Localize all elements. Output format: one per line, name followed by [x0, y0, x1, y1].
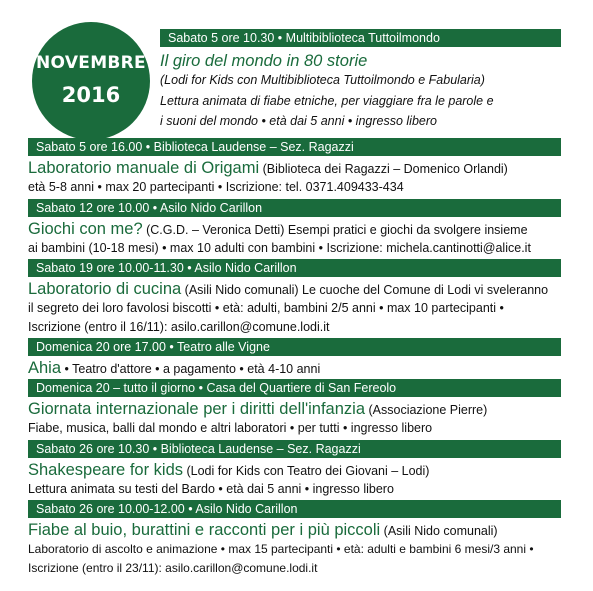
event-6-title-note: (Associazione Pierre)	[365, 403, 488, 417]
event-6-header: Domenica 20 – tutto il giorno • Casa del Quartiere di San Fereolo	[28, 379, 561, 397]
event-2-title-note: (Biblioteca dei Ragazzi – Domenico Orlandi)	[259, 162, 508, 176]
event-1-line-1: (Lodi for Kids con Multibiblioteca Tuttoilmondo e Fabularia)	[160, 73, 485, 87]
event-7-title: Shakespeare for kids	[28, 461, 184, 479]
event-4-title: Laboratorio di cucina	[28, 280, 182, 298]
event-1-line-2: Lettura animata di fiabe etniche, per viaggiare fra le parole e	[160, 94, 494, 108]
event-3-title: Giochi con me?	[28, 220, 143, 238]
event-1-header: Sabato 5 ore 10.30 • Multibiblioteca Tuttoilmondo	[160, 29, 561, 47]
event-1-title: Il giro del mondo in 80 storie	[160, 52, 368, 70]
event-8-line-1: Laboratorio di ascolto e animazione • max 15 partecipanti • età: adulti e bambini 6 mesi/3 anni •	[28, 542, 534, 556]
event-5-header: Domenica 20 ore 17.00 • Teatro alle Vigne	[28, 338, 561, 356]
event-4-line-2: Iscrizione (entro il 16/11): asilo.carillon@comune.lodi.it	[28, 320, 330, 334]
event-4-header: Sabato 19 ore 10.00-11.30 • Asilo Nido Carillon	[28, 259, 561, 277]
event-8-title: Fiabe al buio, burattini e racconti per i più piccoli	[28, 521, 381, 539]
event-2-title-line	[28, 158, 583, 179]
event-3-title-line	[28, 219, 583, 240]
month-badge	[32, 22, 150, 140]
event-3-line-1: ai bambini (10-18 mesi) • max 10 adulti con bambini • Iscrizione: michela.cantinotti@alice.it	[28, 241, 531, 255]
event-6-title: Giornata internazionale per i diritti dell'infanzia	[28, 400, 366, 418]
event-5-title-note: • Teatro d'attore • a pagamento • età 4-10 anni	[61, 362, 321, 376]
event-1-line-3: i suoni del mondo • età dai 5 anni • ingresso libero	[160, 114, 437, 128]
event-7-header: Sabato 26 ore 10.30 • Biblioteca Laudense – Sez. Ragazzi	[28, 440, 561, 458]
event-2-line-1: età 5-8 anni • max 20 partecipanti • Iscrizione: tel. 0371.409433-434	[28, 180, 404, 194]
event-3-title-note: (C.G.D. – Veronica Detti) Esempi pratici e giochi da svolgere insieme	[142, 223, 528, 237]
event-7-title-note: (Lodi for Kids con Teatro dei Giovani – Lodi)	[183, 464, 430, 478]
event-7-line-1: Lettura animata su testi del Bardo • età dai 5 anni • ingresso libero	[28, 482, 394, 496]
event-6-title-line	[28, 399, 583, 420]
event-8-header: Sabato 26 ore 10.00-12.00 • Asilo Nido Carillon	[28, 500, 561, 518]
badge-month: NOVEMBRE	[36, 53, 146, 73]
badge-year: 2016	[61, 83, 121, 107]
event-4-line-1: il segreto dei loro favolosi biscotti • età: adulti, bambini 2/5 anni • max 10 partecipanti •	[28, 301, 504, 315]
event-4-title-note: (Asili Nido comunali) Le cuoche del Comune di Lodi vi sveleranno	[181, 283, 549, 297]
event-5-title-line	[28, 358, 583, 379]
event-3-header: Sabato 12 ore 10.00 • Asilo Nido Carillon	[28, 199, 561, 217]
event-7-title-line	[28, 460, 583, 481]
event-2-title: Laboratorio manuale di Origami	[28, 159, 260, 177]
event-4-title-line	[28, 279, 583, 300]
event-8-title-note: (Asili Nido comunali)	[380, 524, 498, 538]
event-6-line-1: Fiabe, musica, balli dal mondo e altri laboratori • per tutti • ingresso libero	[28, 421, 433, 435]
event-8-title-line	[28, 520, 588, 541]
event-8-line-2: Iscrizione (entro il 23/11): asilo.carillon@comune.lodi.it	[28, 561, 318, 575]
event-2-header: Sabato 5 ore 16.00 • Biblioteca Laudense – Sez. Ragazzi	[28, 138, 561, 156]
event-5-title: Ahia	[28, 359, 62, 377]
